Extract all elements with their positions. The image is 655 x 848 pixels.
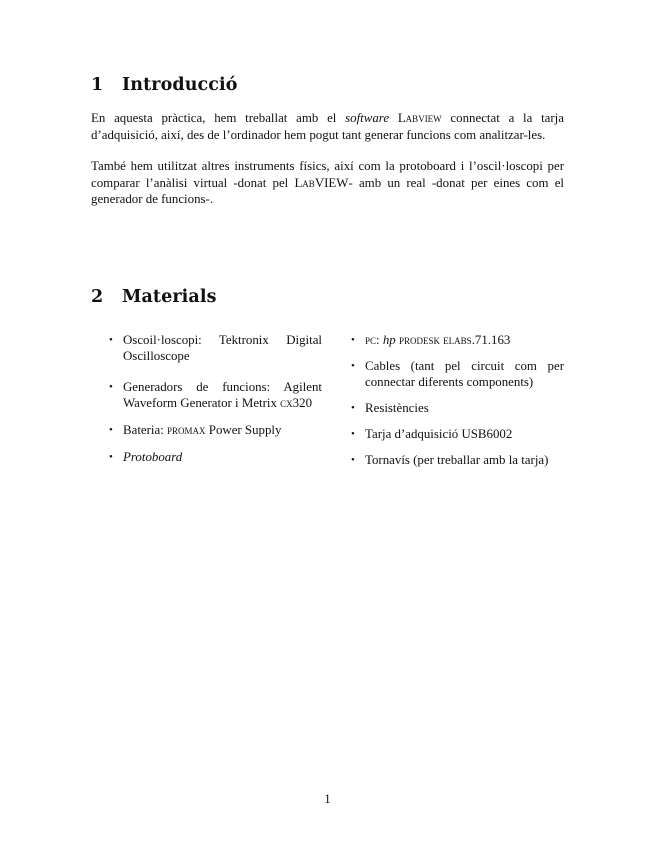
item-text-rest: Power Supply [205,423,282,437]
intro-paragraph-2 [91,158,564,208]
section-1-title: Introducció [122,75,238,95]
intro-p1-software: software [345,111,390,125]
item-text: Generadors de funcions: Agilent Waveform Generator i Metrix [123,380,322,410]
section-1-number: 1 [91,75,104,95]
item-hp: hp [382,333,396,347]
intro-p2-text-a: També hem utilitzat altres instruments físics, així com la protoboard i l’oscil·loscopi per comparar l’anàlisi virtual -donat pel [91,159,564,190]
list-item [351,400,564,416]
intro-p2-text-b: - amb un real -donat per eines com el generador de funcions-. [91,175,564,207]
item-text: Cables (tant pel circuit com per connectar diferents components) [365,359,564,389]
bullet-icon: • [109,451,113,463]
item-text: Oscoil·loscopi: Tektronix Digital Oscilloscope [123,333,322,363]
list-item [109,379,322,411]
item-text: Tarja d’adquisició USB6002 [365,427,513,441]
list-item [351,358,564,390]
item-pc: pc [365,333,377,347]
bullet-icon: • [109,424,113,436]
bullet-icon: • [351,334,355,346]
page-number: 1 [324,792,331,806]
bullet-icon: • [109,381,113,393]
intro-p1-text-c: connectat a la tarja d’adquisició, així, des de l’ordinador hem pogut tant generar funcions com analitzar-les. [91,111,564,142]
item-brand: promax [167,423,206,437]
list-item [109,422,322,438]
item-text: Resistències [365,401,429,415]
item-text: Tornavís (per treballar amb la tarja) [365,453,549,467]
section-2-number: 2 [91,287,104,307]
list-item [109,449,322,465]
bullet-icon: • [351,454,355,466]
intro-paragraph-1 [91,110,564,143]
item-model: prodesk elabs [398,333,472,347]
bullet-icon: • [351,360,355,372]
intro-p2-labview: LabVIEW [294,175,349,190]
bullet-icon: • [109,334,113,346]
list-item [351,452,564,468]
list-item [109,332,322,364]
item-text: Protoboard [123,450,183,464]
section-2-heading [91,289,217,307]
bullet-icon: • [351,428,355,440]
section-1-heading [91,77,238,95]
item-text: Bateria: [123,423,168,437]
materials-list-right [351,332,564,468]
intro-p1-space [389,111,398,125]
list-item [351,426,564,442]
section-2-title: Materials [122,287,217,307]
bullet-icon: • [351,402,355,414]
materials-list-left [109,332,322,465]
intro-p1-labview: Labview [397,111,442,125]
intro-p1-text-a: En aquesta pràctica, hem treballat amb el [91,111,346,125]
item-colon: : [376,333,383,347]
item-number: .71.163 [471,333,511,347]
list-item [351,332,564,348]
item-model: cx320 [280,396,313,410]
